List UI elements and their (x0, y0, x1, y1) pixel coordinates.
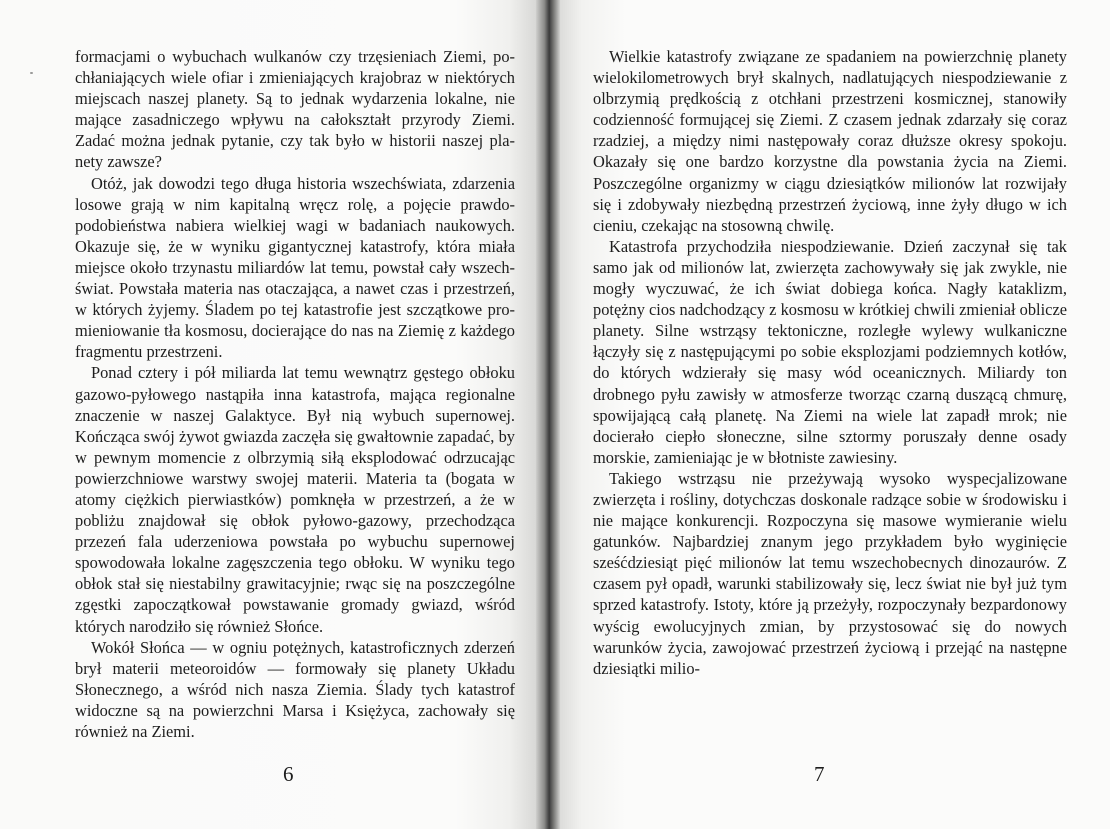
left-paragraph-3: Ponad cztery i pół miliarda lat temu wewnątrz gęstego obłoku gazowo-pyłowego nastąpiła inna katastrofa, mająca regionalne znaczenie w naszej Galaktyce. Był nią wybuch supernowej. Kończąca swój żywot gwiazda zaczęła się gwałtownie zapadać, by w pewnym momencie z olbrzymią siłą eksplodować odrzucając powierzchniowe warstwy swojej materii. Materia ta (bogata w atomy ciężkich pierwiastków) pomknęła w przestrzeń, a że w pobliżu znajdował się obłok pyłowo-gazowy, przechodząca przezeń fala uderzeniowa powstała po wybuchu supernowej spowodowała lokalne zagęszczenia tego obłoku. W wyniku tego obłok stał się niestabilny grawitacyjnie; rwąc się na poszczególne zgęstki zapoczątkował powstawanie gromady gwiazd, wśród których narodziło się również Słońce. (75, 363, 515, 636)
book-gutter (536, 0, 560, 829)
left-page (0, 0, 536, 829)
right-page-number: 7 (814, 762, 825, 786)
right-paragraph-1: Wielkie katastrofy związane ze spadaniem na powierzchnię planety wielokilometrowych brył skalnych, nadlatujących niespodziewanie z olbrzymią prędkością z otchłani przestrzeni kosmicznej, stanowiły codzienność formującej się Ziemi. Z czasem jednak zdarzały się coraz rzadziej, a między nimi następowały coraz dłuższe okresy spokoju. Okazały się one bardzo korzystne dla powstania życia na Ziemi. Poszczególne organizmy w ciągu dziesiątków milionów lat rozwijały się i zdobywały niezbędną przestrzeń życiową, inne żyły długo w ich cieniu, czekając na stosowną chwilę. (593, 47, 1067, 235)
left-page-number: 6 (283, 762, 294, 786)
left-page-text (75, 46, 515, 742)
paper-speck (30, 72, 33, 74)
right-paragraph-3: Takiego wstrząsu nie przeżywają wysoko wyspecjalizowane zwierzęta i rośliny, dotychczas doskonale radzące sobie w środowisku i nie mające konkurencji. Rozpoczyna się masowe wymieranie wielu gatunków. Najbardziej znanym jego przykładem było wyginięcie sześćdziesiąt pięć milionów lat temu wszechobecnych dinozaurów. Z czasem pył opadł, warunki stabilizowały się, lecz świat nie był już tym sprzed katastrofy. Istoty, które ją przeżyły, rozpoczynały bezpardonowy wyścig ewolucyjnych zmian, by przystosować się do nowych warunków życia, zawojować przestrzeń życiową i przejąć na następne dziesiątki milio- (593, 468, 1067, 678)
right-paragraph-2: Katastrofa przychodziła niespodziewanie. Dzień zaczynał się tak samo jak od milionów lat, zwierzęta zachowywały się jak zwykle, nie mogły wyczuwać, że ich świat dobiega końca. Nagły kataklizm, potężny cios nadchodzący z kosmosu w krótkiej chwili zmieniał oblicze planety. Silne wstrząsy tektoniczne, rozległe wylewy wulkaniczne łączyły się z następującymi po sobie eksplozjami podziemnych kotłów, do których wdzierały się masy wód oceanicznych. Miliardy ton drobnego pyłu zawisły w atmosferze tworząc czarną duszącą chmurę, spowijającą całą planetę. Na Ziemi na wiele lat zapadł mrok; nie docierało ciepło słoneczne, silne sztormy poruszały denne osady morskie, zamieniając je w błotniste zawiesiny. (593, 236, 1067, 467)
left-paragraph-4: Wokół Słońca — w ogniu potężnych, katastroficznych zderzeń brył materii meteoroidów — formowały się planety Układu Słonecznego, a wśród nich nasza Ziemia. Ślady tych katastrof widoczne są na powierzchni Marsa i Księżyca, zachowały się również na Ziemi. (75, 637, 515, 741)
left-paragraph-1: formacjami o wybuchach wulkanów czy trzęsieniach Ziemi, pochłaniających wiele ofiar i zmieniających krajobraz w niektórych miejscach naszej planety. Są to jednak wydarzenia lokalne, nie mające zasadniczego wpływu na całokształt przyrody Ziemi. Zadać można jednak pytanie, czy tak było w historii naszej planety zawsze? (75, 47, 515, 172)
right-page (560, 0, 1110, 829)
right-page-text (593, 46, 1067, 679)
left-paragraph-2: Otóż, jak dowodzi tego długa historia wszechświata, zdarzenia losowe grają w nim kapitalną wręcz rolę, a pojęcie prawdopodobieństwa nabiera wielkiej wagi w badaniach naukowych. Okazuje się, że w wyniku gigantycznej katastrofy, która miała miejsce około trzynastu miliardów lat temu, powstał cały wszechświat. Powstała materia nas otaczająca, a nawet czas i przestrzeń, w których żyjemy. Śladem po tej katastrofie jest szczątkowe promieniowanie tła kosmosu, docierające do nas na Ziemię z każdego fragmentu przestrzeni. (75, 173, 515, 362)
